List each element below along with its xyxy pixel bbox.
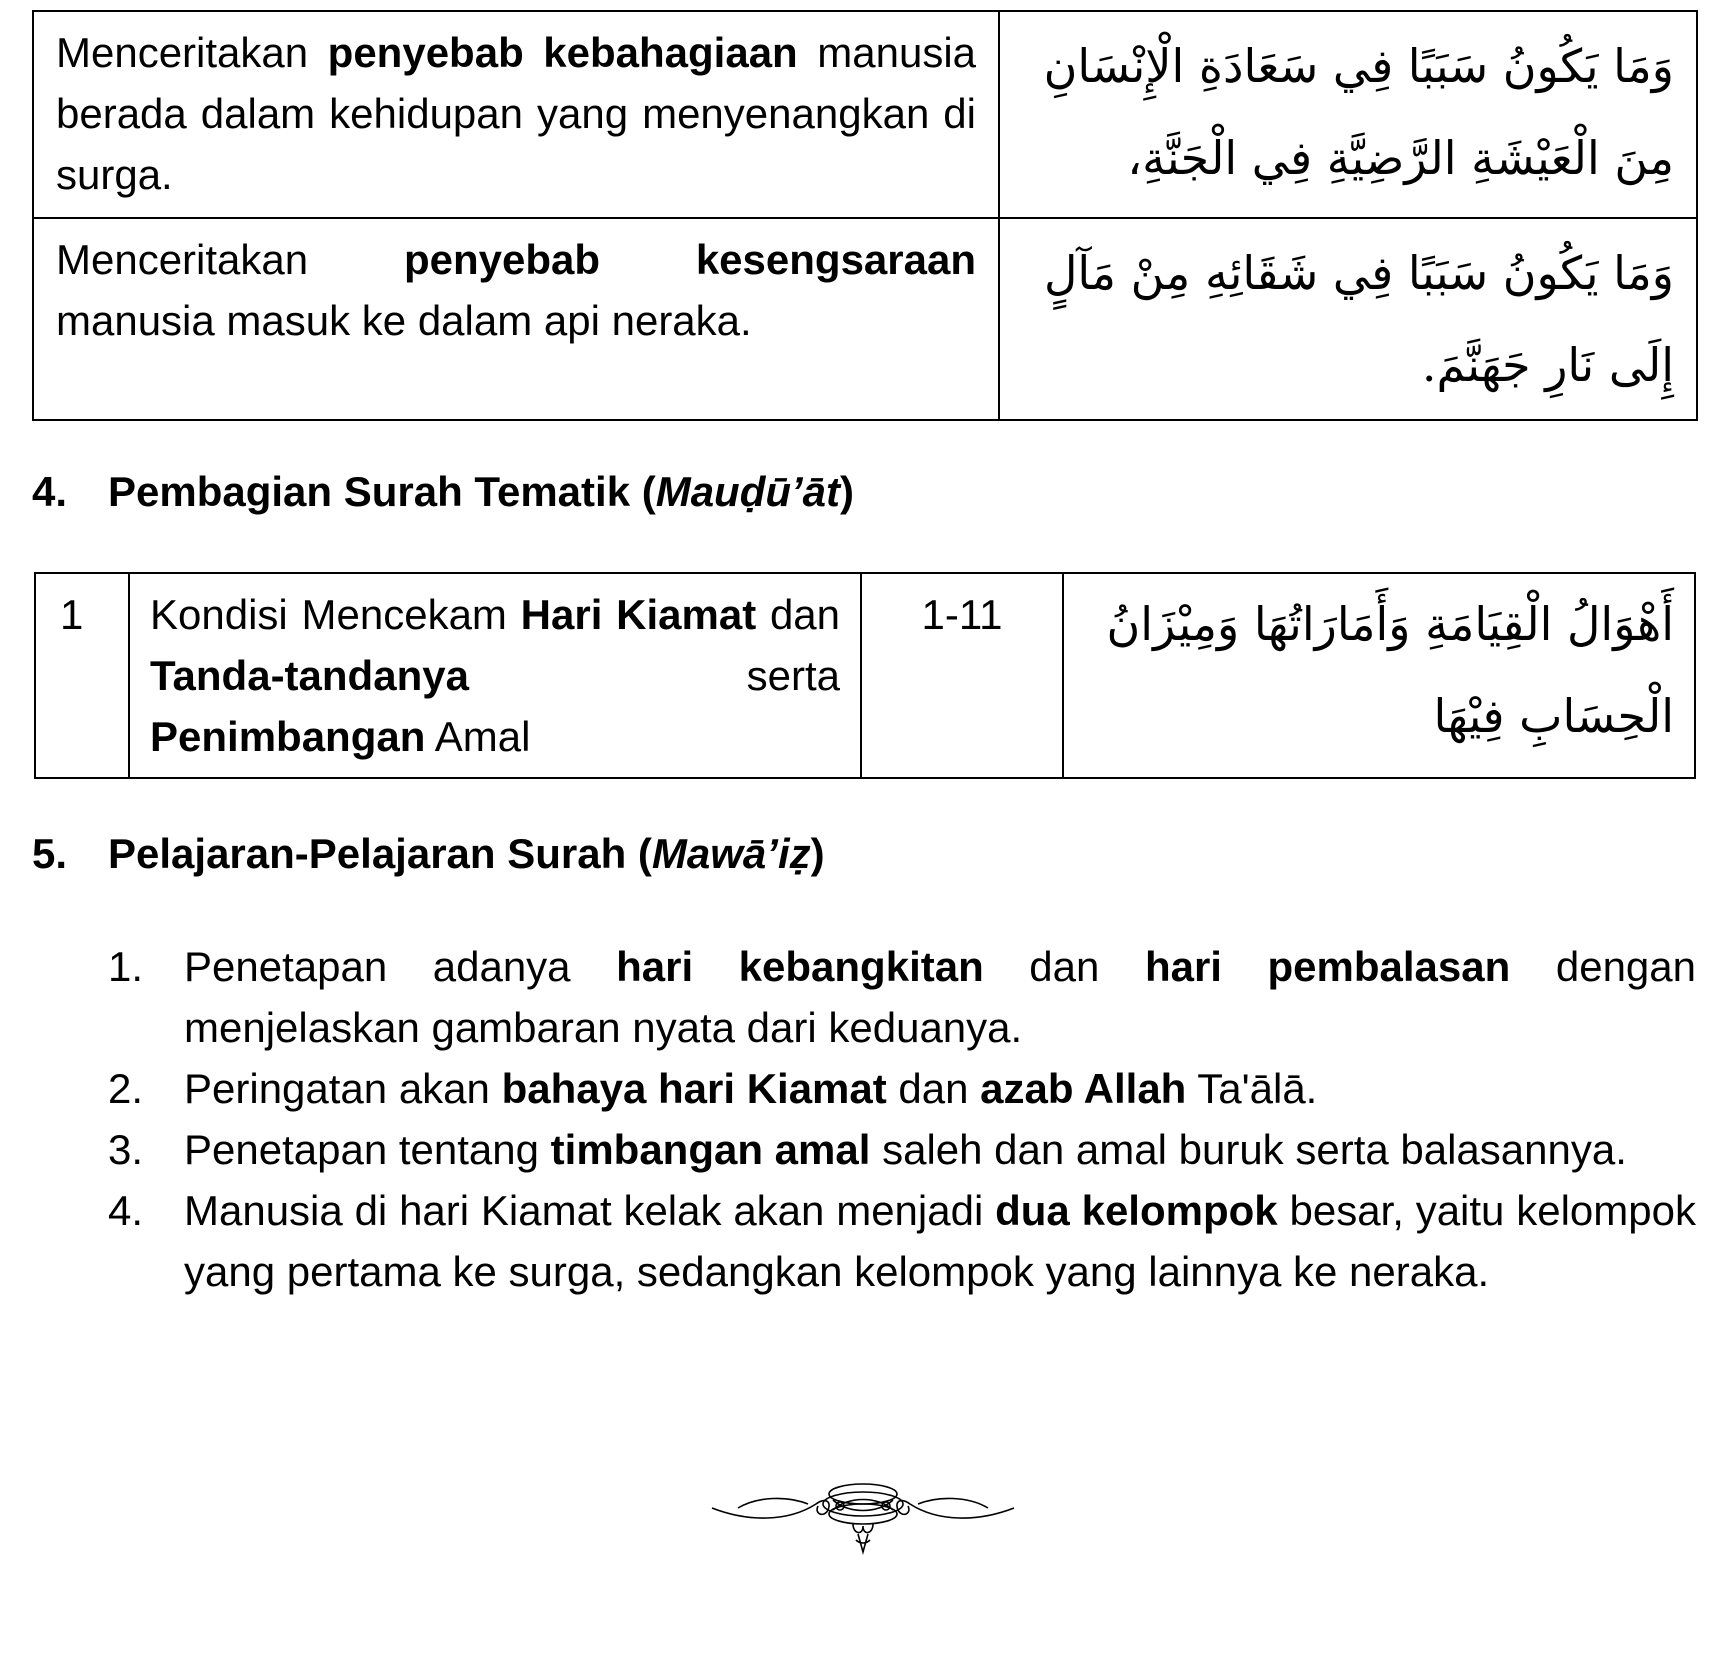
bold-text-segment: Penimbangan	[150, 713, 426, 760]
bold-text-segment: azab Allah	[980, 1065, 1187, 1112]
bold-text-segment: hari pembalasan	[1144, 943, 1511, 990]
list-number: 1.	[108, 943, 144, 990]
text-segment: Peringatan akan	[184, 1065, 502, 1112]
table-row	[35, 573, 1695, 778]
list-item	[98, 936, 1696, 1058]
row-number: 1	[35, 573, 129, 778]
text-segment: besar, yaitu kelompok yang pertama ke surga, sedangkan kelompok yang lainnya ke neraka.	[184, 1187, 1696, 1295]
text-segment: Penetapan adanya	[184, 943, 617, 990]
indonesian-description	[33, 11, 999, 218]
bold-text-segment: penyebab kesengsaraan	[403, 236, 977, 283]
indonesian-description	[33, 218, 999, 420]
arabic-text: وَمَا يَكُونُ سَبَبًا فِي سَعَادَةِ الْإِنْسَانِ مِنَ الْعَيْشَةِ الرَّضِيَّةِ فِي الْجَنَّةِ،	[999, 11, 1697, 218]
text-segment: dan	[886, 1065, 981, 1112]
list-item	[98, 1058, 1696, 1119]
text-segment: saleh dan amal buruk serta balasannya.	[870, 1126, 1627, 1173]
section-title-end: )	[840, 468, 855, 515]
text-segment: Kondisi Mencekam	[150, 591, 521, 638]
theme-description	[129, 573, 861, 778]
bold-text-segment: penyebab kebahagiaan	[327, 29, 798, 76]
list-item	[98, 1180, 1696, 1302]
section-title-italic: Mauḍū’āt	[655, 468, 841, 515]
section-title-end: )	[810, 830, 825, 877]
table-row	[33, 11, 1697, 218]
text-segment: dan	[756, 591, 841, 638]
verse-theme-table	[32, 10, 1698, 421]
list-item	[98, 1119, 1696, 1180]
thematic-division-table	[34, 572, 1696, 779]
verse-range: 1-11	[861, 573, 1063, 778]
arabic-text: وَمَا يَكُونُ سَبَبًا فِي شَقَائِهِ مِنْ مَآلٍ إِلَى نَارِ جَهَنَّمَ.	[999, 218, 1697, 420]
text-segment: Ta'ālā.	[1186, 1065, 1318, 1112]
list-number: 2.	[108, 1065, 144, 1112]
bold-text-segment: Hari Kiamat	[520, 591, 757, 638]
text-segment: Menceritakan	[56, 29, 328, 76]
section-heading-5	[32, 830, 825, 878]
section-number: 5.	[32, 830, 68, 877]
text-segment: serta	[468, 652, 840, 699]
text-segment: Menceritakan	[56, 236, 404, 283]
ornament-divider-icon	[708, 1470, 1018, 1560]
text-segment: manusia masuk ke dalam api neraka.	[56, 297, 752, 344]
bold-text-segment: hari kebangkitan	[616, 943, 984, 990]
list-number: 4.	[108, 1187, 144, 1234]
section-title: Pembagian Surah Tematik (	[108, 468, 656, 515]
text-segment: Amal	[425, 713, 531, 760]
section-heading-4	[32, 468, 854, 516]
text-segment: dengan menjelaskan gambaran nyata dari keduanya.	[184, 943, 1697, 1051]
bold-text-segment: Tanda-tandanya	[150, 652, 469, 699]
section-title: Pelajaran-Pelajaran Surah (	[108, 830, 652, 877]
text-segment: manusia berada dalam kehidupan yang menyenangkan di surga.	[56, 29, 977, 198]
lessons-list	[98, 936, 1696, 1302]
section-number: 4.	[32, 468, 68, 515]
bold-text-segment: bahaya hari Kiamat	[501, 1065, 887, 1112]
bold-text-segment: dua kelompok	[995, 1187, 1278, 1234]
text-segment: Manusia di hari Kiamat kelak akan menjadi	[184, 1187, 996, 1234]
section-title-italic: Mawā’iẓ	[651, 830, 811, 877]
bold-text-segment: timbangan amal	[550, 1126, 871, 1173]
text-segment: Penetapan tentang	[184, 1126, 551, 1173]
list-number: 3.	[108, 1126, 144, 1173]
arabic-text: أَهْوَالُ الْقِيَامَةِ وَأَمَارَاتُهَا وَمِيْزَانُ الْحِسَابِ فِيْهَا	[1063, 573, 1695, 778]
table-row	[33, 218, 1697, 420]
text-segment: dan	[983, 943, 1145, 990]
